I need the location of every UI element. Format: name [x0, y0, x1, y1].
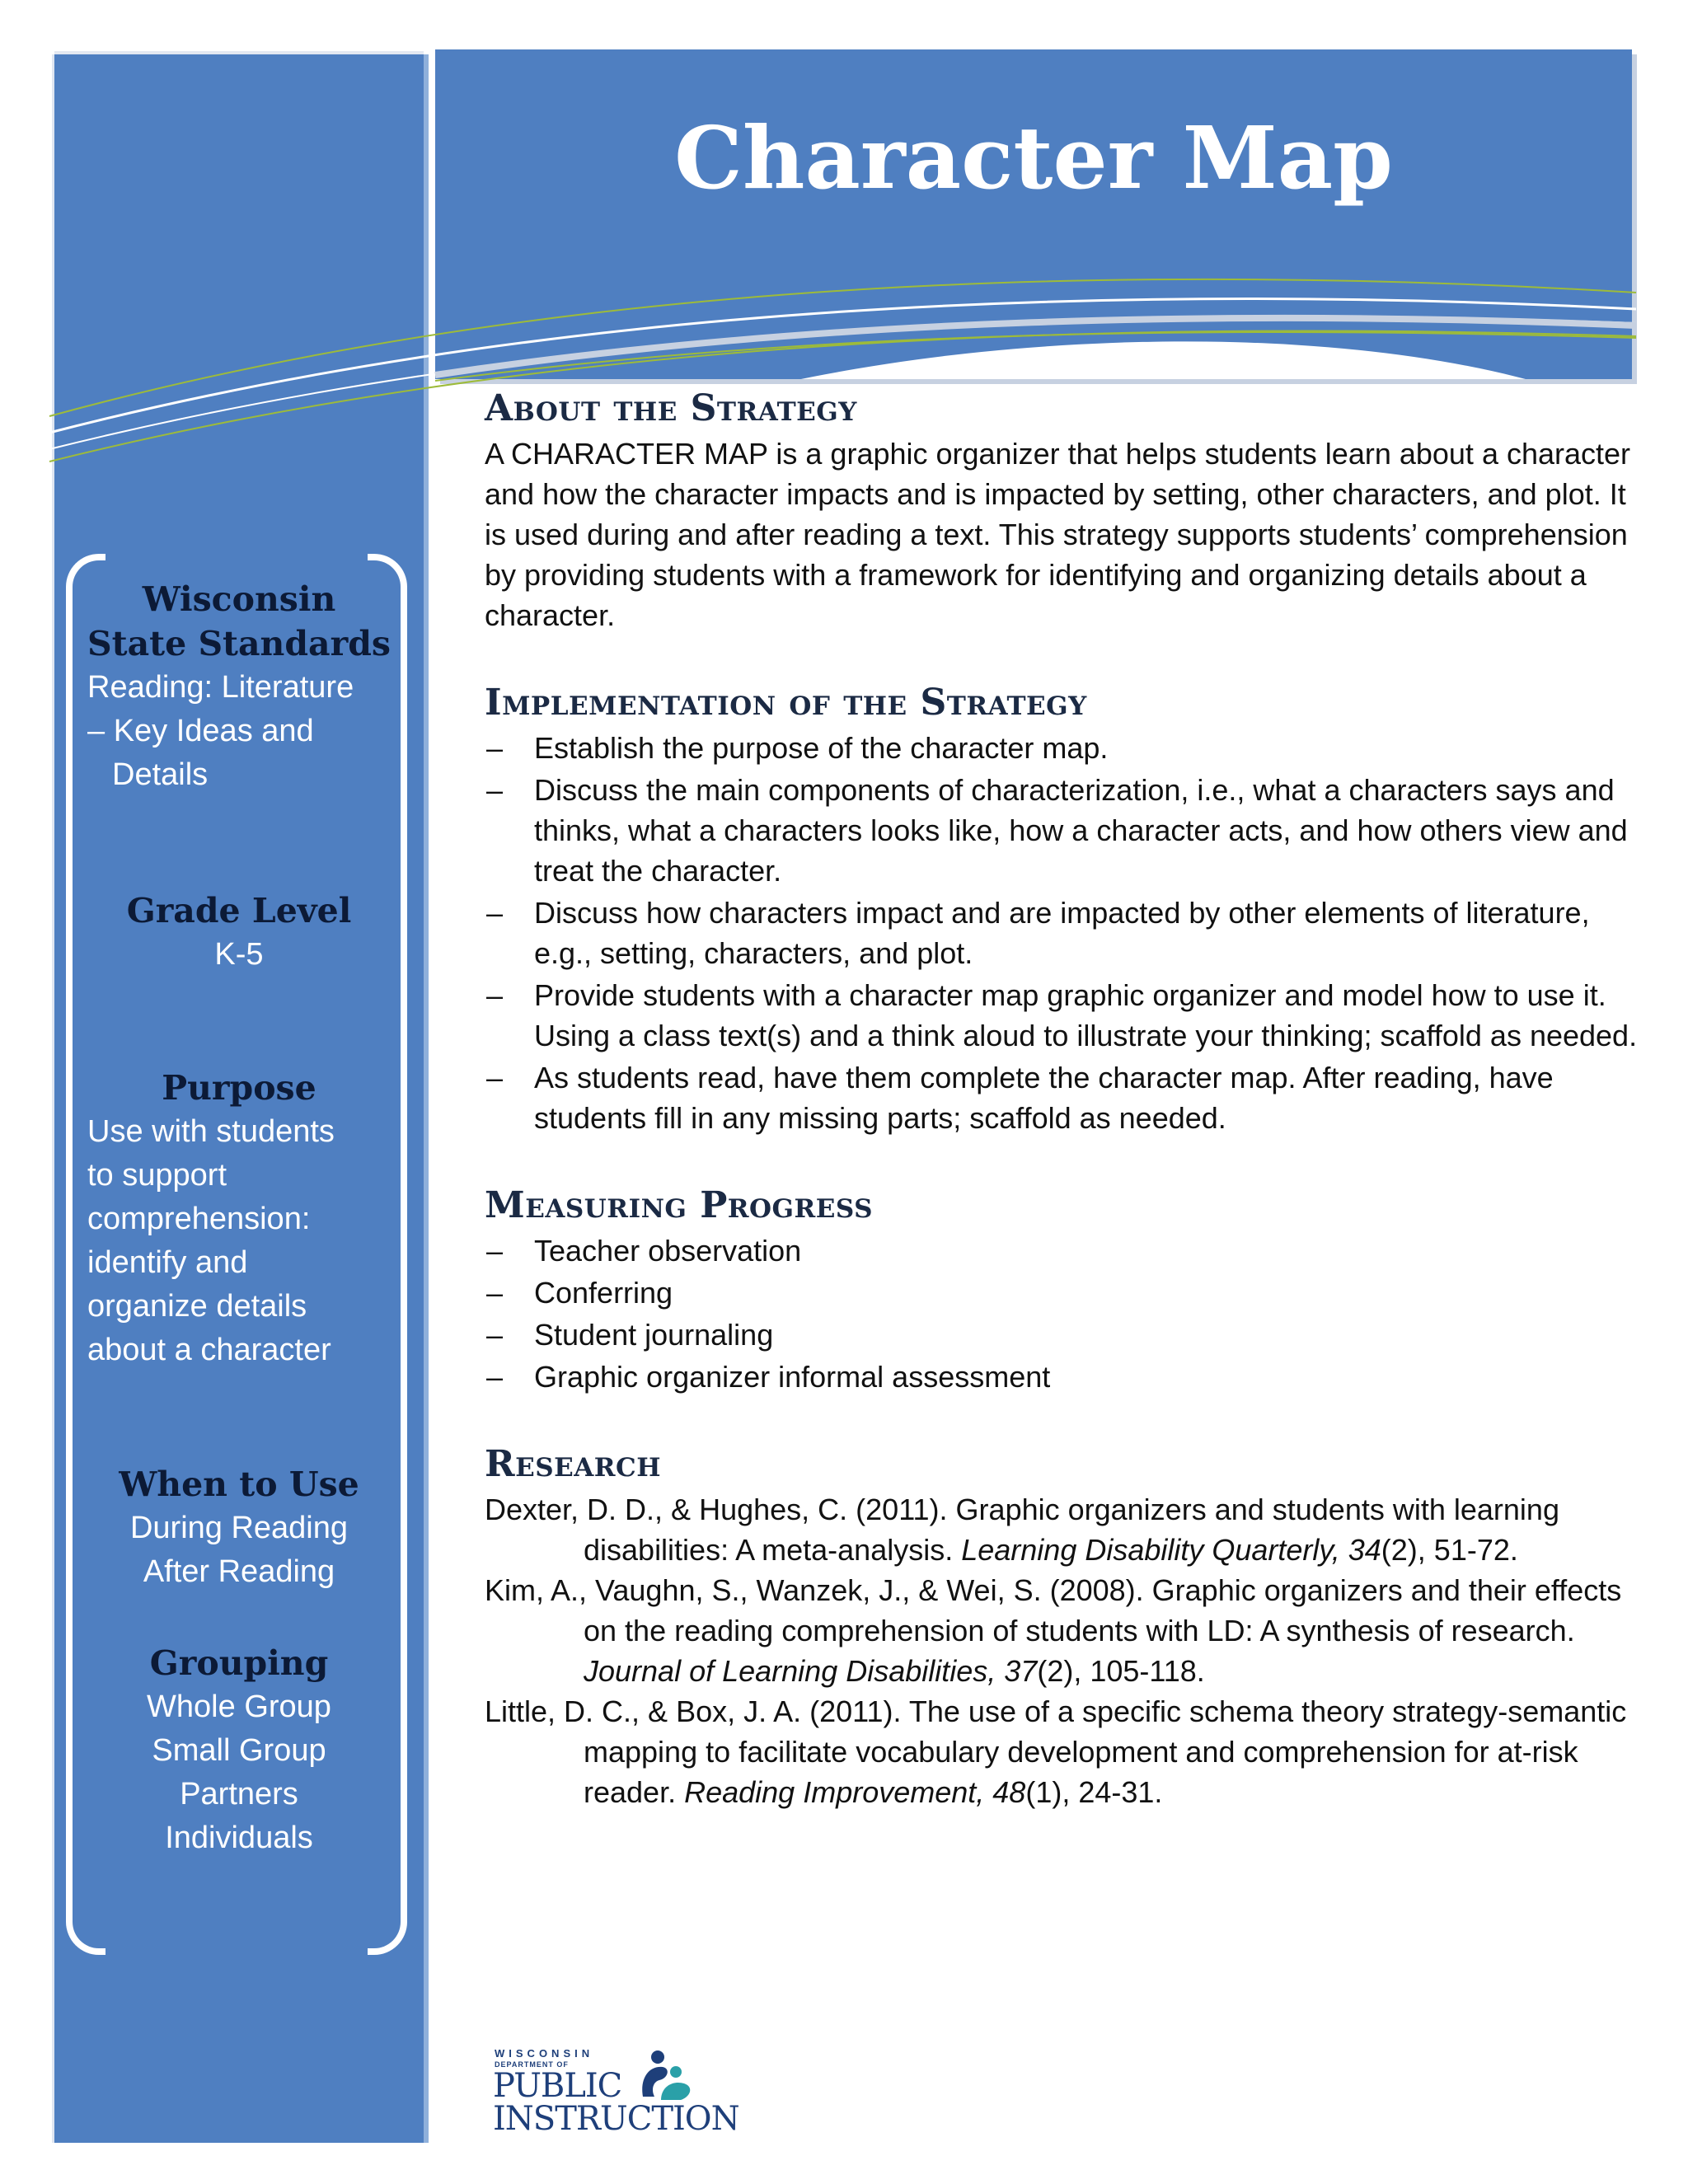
when-line-1: During Reading — [129, 1511, 349, 1545]
reference-1-issue: (2), 51-72. — [1381, 1533, 1518, 1567]
dpi-logo — [493, 2047, 739, 2138]
header-banner — [435, 49, 1632, 379]
dash-marker: – — [486, 1234, 504, 1268]
reference-2-journal: Journal of Learning Disabilities, 37 — [584, 1654, 1038, 1688]
list-item — [485, 1315, 1639, 1355]
reference-2-citation: Kim, A., Vaughn, S., Wanzek, J., & Wei, S. (2008). Graphic organizers and their effects on the reading comprehension of students with LD: A synthesis of research. — [485, 1573, 1622, 1647]
grade-block — [54, 888, 424, 977]
standards-heading-line2: State Standards — [87, 624, 391, 663]
list-item — [485, 1057, 1639, 1138]
standards-heading-line1: Wisconsin — [142, 579, 336, 619]
dash-marker: – — [486, 1360, 504, 1394]
reference-3-citation: Little, D. C., & Box, J. A. (2011). The use of a specific schema theory strategy-semantic mapping to facilitate vocabulary development and comprehension for at-risk reader. — [485, 1694, 1627, 1809]
reference-1 — [485, 1489, 1639, 1570]
main-content — [485, 386, 1639, 1857]
reference-2 — [485, 1570, 1639, 1691]
dash-marker: – — [486, 978, 504, 1012]
dash-marker: – — [486, 1276, 504, 1310]
measuring-item-4: Graphic organizer informal assessment — [534, 1360, 1051, 1394]
grouping-block — [54, 1641, 424, 1860]
dash-marker: – — [486, 1061, 504, 1094]
purpose-line-1: Use with students — [87, 1114, 335, 1149]
implementation-heading: Implementation of the Strategy — [485, 682, 1087, 724]
standards-block — [54, 577, 424, 797]
research-section — [485, 1441, 1639, 1812]
about-text: A CHARACTER MAP is a graphic organizer that helps students learn about a character and how the character impacts and is impacted by setting, other characters, and plot. It is used during and after reading a text. This strategy supports students’ comprehension by providing students with a framework for identifying and organizing details about a character. — [485, 437, 1631, 632]
reference-1-journal: Learning Disability Quarterly, 34 — [961, 1533, 1381, 1567]
reference-1-citation: Dexter, D. D., & Hughes, C. (2011). Graphic organizers and students with learning disabilities: A meta-analysis. — [485, 1493, 1559, 1567]
logo-public: PUBLIC — [493, 2067, 622, 2105]
implementation-list — [485, 728, 1639, 1138]
banner-curve — [435, 301, 1632, 379]
grouping-line-1: Whole Group — [147, 1690, 331, 1724]
measuring-item-2: Conferring — [534, 1276, 673, 1310]
research-heading: Research — [485, 1443, 661, 1485]
purpose-line-5: organize details — [87, 1289, 307, 1324]
dash-marker: – — [486, 773, 504, 807]
purpose-line-2: to support — [87, 1158, 227, 1193]
grade-value: K-5 — [214, 937, 264, 972]
purpose-line-6: about a character — [87, 1333, 331, 1367]
list-item — [485, 975, 1639, 1056]
measuring-list — [485, 1230, 1639, 1397]
standards-line-1: Reading: Literature — [87, 670, 354, 705]
implementation-item-4: Provide students with a character map graphic organizer and model how to use it. Using a class text(s) and a think aloud to illustrate your thinking; scaffold as needed. — [534, 978, 1638, 1052]
implementation-item-2: Discuss the main components of characterization, i.e., what a characters says and thinks, what a characters looks like, how a character acts, and how others view and treat the character. — [534, 773, 1628, 888]
list-item — [485, 1272, 1639, 1313]
reference-3-journal: Reading Improvement, 48 — [684, 1775, 1026, 1809]
reference-2-issue: (2), 105-118. — [1037, 1654, 1205, 1688]
implementation-item-1: Establish the purpose of the character map. — [534, 731, 1109, 765]
measuring-heading: Measuring Progress — [485, 1184, 874, 1226]
purpose-line-4: identify and — [87, 1245, 248, 1280]
about-heading: About the Strategy — [485, 387, 857, 429]
standards-line-2: – Key Ideas and — [87, 714, 314, 748]
measuring-item-1: Teacher observation — [534, 1234, 802, 1268]
grouping-line-4: Individuals — [165, 1821, 313, 1855]
reference-3 — [485, 1691, 1639, 1812]
reference-3-issue: (1), 24-31. — [1025, 1775, 1163, 1809]
list-item — [485, 893, 1639, 973]
implementation-item-5: As students read, have them complete the character map. After reading, have students fill in any missing parts; scaffold as needed. — [534, 1061, 1554, 1135]
grouping-line-3: Partners — [180, 1777, 298, 1811]
grouping-line-2: Small Group — [152, 1733, 326, 1768]
logo-figures-icon — [625, 2049, 707, 2107]
dash-marker: – — [486, 731, 504, 765]
page-title: Character Map — [674, 107, 1393, 209]
when-line-2: After Reading — [143, 1554, 335, 1589]
grouping-heading: Grouping — [149, 1643, 329, 1683]
logo-instruction: INSTRUCTION — [493, 2100, 739, 2138]
when-block — [54, 1462, 424, 1594]
measuring-section — [485, 1183, 1639, 1397]
dash-marker: – — [486, 1318, 504, 1352]
when-heading: When to Use — [119, 1465, 359, 1504]
purpose-heading: Purpose — [162, 1068, 316, 1108]
standards-line-3: Details — [112, 757, 209, 792]
implementation-section — [485, 680, 1639, 1138]
logo-department: DEPARTMENT OF — [495, 2060, 569, 2069]
list-item — [485, 770, 1639, 891]
grade-heading: Grade Level — [126, 891, 352, 930]
dash-marker: – — [486, 896, 504, 930]
about-section — [485, 386, 1639, 635]
purpose-block — [54, 1066, 424, 1372]
list-item — [485, 1230, 1639, 1271]
purpose-line-3: comprehension: — [87, 1202, 311, 1236]
list-item — [485, 1357, 1639, 1397]
measuring-item-3: Student journaling — [534, 1318, 774, 1352]
logo-wisconsin: WISCONSIN — [495, 2047, 594, 2060]
list-item — [485, 728, 1639, 768]
implementation-item-3: Discuss how characters impact and are impacted by other elements of literature, e.g., setting, characters, and plot. — [534, 896, 1590, 970]
